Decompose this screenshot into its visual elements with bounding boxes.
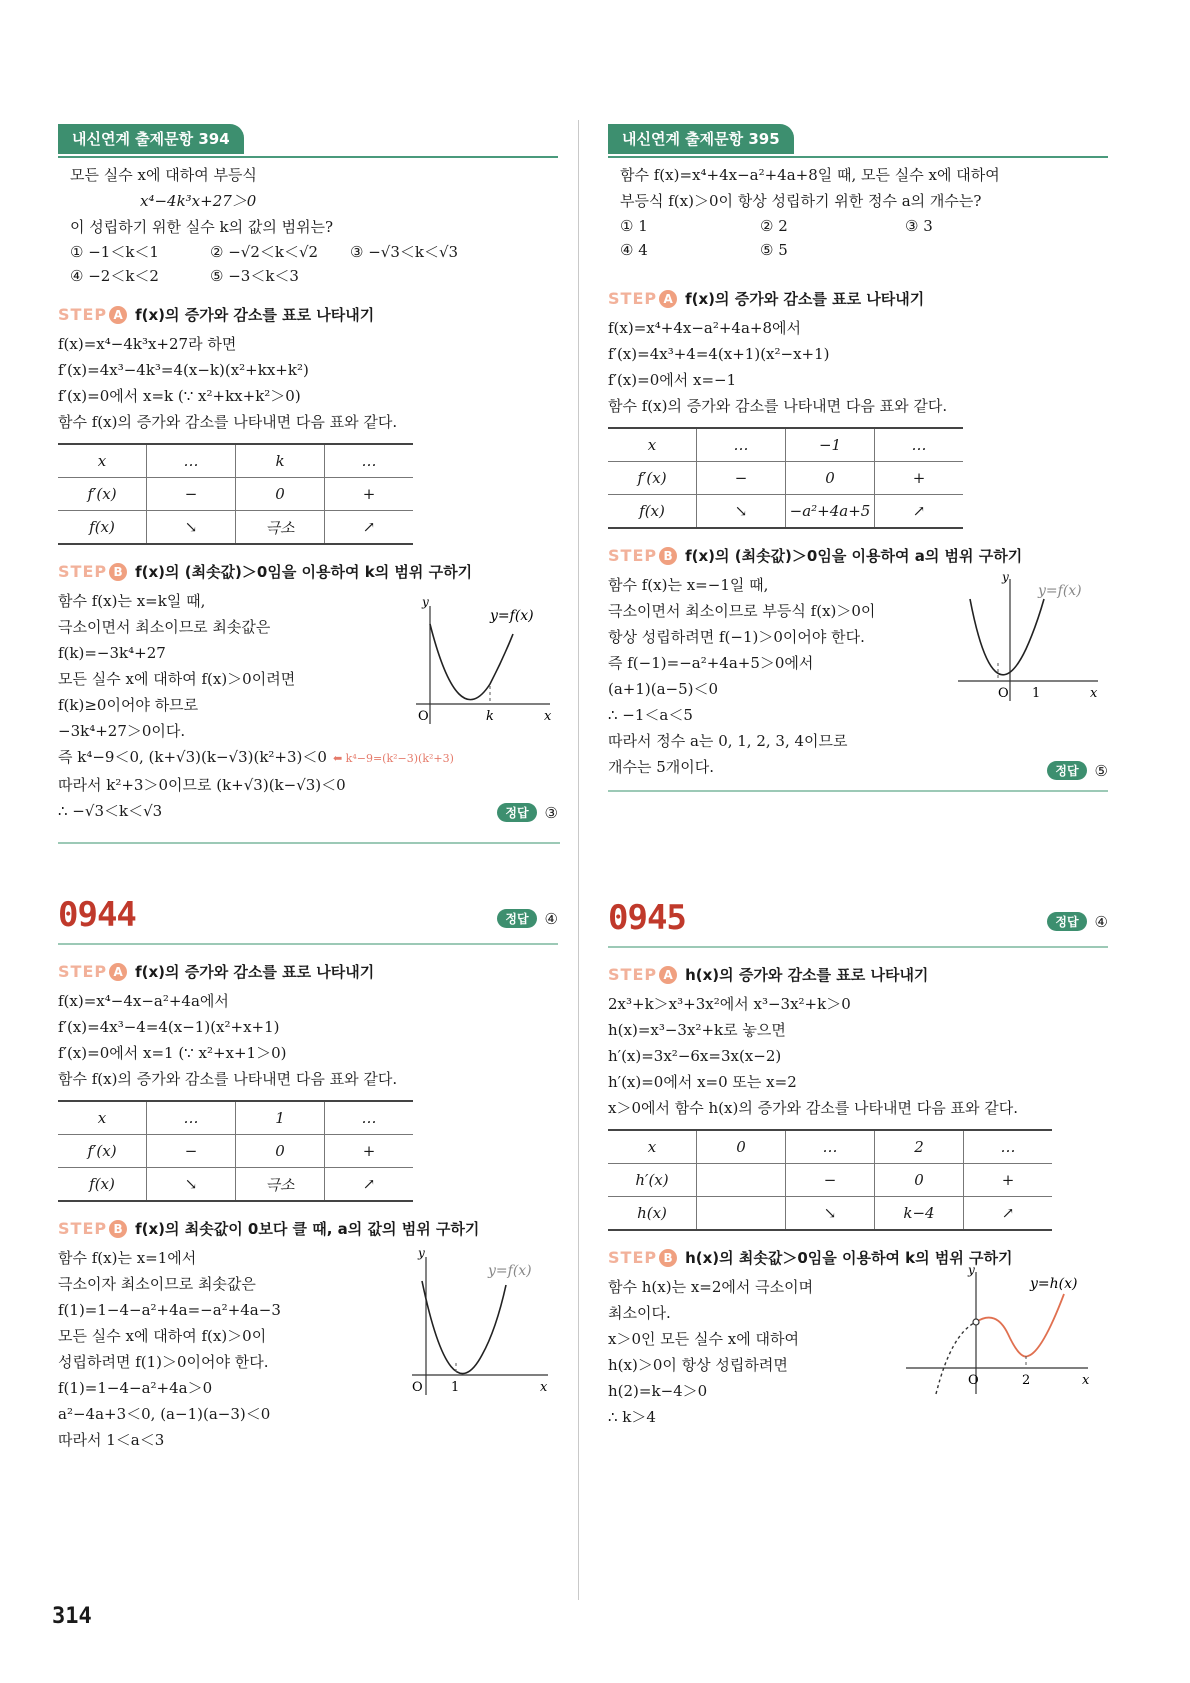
- table-cell: …: [147, 444, 236, 478]
- table-cell: f(x): [608, 495, 697, 529]
- table-row: [608, 1130, 1052, 1164]
- graph-395: [948, 569, 1108, 709]
- table-row: [58, 444, 413, 478]
- y-label: y: [422, 595, 429, 609]
- sign-table: [58, 443, 413, 545]
- step-badge: STEP: [58, 562, 108, 581]
- step-number-icon: B: [659, 1249, 677, 1267]
- step-badge: STEP: [58, 305, 108, 324]
- step-a-title: [58, 304, 558, 325]
- table-cell: ↗: [325, 1168, 414, 1202]
- step-b-title: [608, 545, 1108, 566]
- step-badge: STEP: [608, 546, 658, 565]
- problem-number: 0944: [58, 895, 136, 935]
- table-cell: …: [147, 1101, 236, 1135]
- table-cell: −: [147, 1135, 236, 1168]
- solution-line: 함수 f(x)의 증가와 감소를 나타내면 다음 표와 같다.: [608, 397, 948, 415]
- step-a-text: h(x)의 증가와 감소를 표로 나타내기: [685, 966, 929, 984]
- solution-line: f(k)=−3k⁴+27: [58, 644, 166, 662]
- choices: [620, 214, 1108, 262]
- solution-line: f′(x)=0에서 x=−1: [608, 371, 737, 389]
- solution-line: a²−4a+3＜0, (a−1)(a−3)＜0: [58, 1405, 271, 1423]
- problem-395: [608, 124, 1108, 780]
- table-cell: 2: [875, 1130, 964, 1164]
- step-a-text: f(x)의 증가와 감소를 표로 나타내기: [135, 963, 375, 981]
- solution-line: f(x)=x⁴−4x−a²+4a에서: [58, 992, 229, 1010]
- step-badge: STEP: [58, 1219, 108, 1238]
- step-number-icon: A: [109, 963, 127, 981]
- step-a-text: f(x)의 증가와 감소를 표로 나타내기: [135, 306, 375, 324]
- answer-value: ④: [1094, 912, 1108, 931]
- origin-label: O: [418, 709, 429, 724]
- table-cell: +: [325, 478, 414, 511]
- curve: [422, 1281, 506, 1374]
- table-cell: 0: [786, 462, 875, 495]
- problem-0944: [58, 895, 558, 1453]
- solution-line: f(x)=x⁴+4x−a²+4a+8에서: [608, 319, 801, 337]
- table-cell: f(x): [58, 511, 147, 545]
- table-cell: −: [697, 462, 786, 495]
- solution-line: f(k)≥0이어야 하므로: [58, 696, 199, 714]
- table-cell: …: [875, 428, 964, 462]
- choice-1: ① −1＜k＜1: [70, 243, 159, 261]
- section-divider: [608, 790, 1108, 792]
- curve-label: y=f(x): [490, 608, 534, 624]
- step-number-icon: A: [109, 306, 127, 324]
- answer: [1047, 912, 1108, 931]
- solution-line: 함수 f(x)는 x=1에서: [58, 1249, 197, 1267]
- solution-line: f′(x)=0에서 x=k (∵ x²+kx+k²＞0): [58, 387, 301, 405]
- table-row: [58, 478, 413, 511]
- problem-394-header-tag: 내신연계 출제문항 394: [58, 124, 244, 154]
- step-badge: STEP: [608, 965, 658, 984]
- table-cell: 0: [697, 1130, 786, 1164]
- table-row: [58, 1101, 413, 1135]
- solution-line: 즉 f(−1)=−a²+4a+5＞0에서: [608, 654, 814, 672]
- sign-table: [58, 1100, 413, 1202]
- solution-line: 함수 h(x)는 x=2에서 극소이며: [608, 1278, 814, 1296]
- answer-value: ④: [544, 909, 558, 928]
- step-b-title: [58, 1218, 558, 1239]
- table-cell: +: [964, 1164, 1053, 1197]
- solution-line: 함수 f(x)의 증가와 감소를 나타내면 다음 표와 같다.: [58, 1070, 398, 1088]
- step-b-text: h(x)의 최솟값＞0임을 이용하여 k의 범위 구하기: [685, 1249, 1013, 1267]
- solution-text: 즉 k⁴−9＜0, (k+√3)(k−√3)(k²+3)＜0: [58, 748, 327, 766]
- table-row: [58, 511, 413, 545]
- solution-line: −3k⁴+27＞0이다.: [58, 722, 186, 740]
- problem-395-header-tag: 내신연계 출제문항 395: [608, 124, 794, 154]
- problem-0945-header: [608, 898, 1108, 948]
- answer-value: ⑤: [1094, 761, 1108, 780]
- solution-line: 개수는 5개이다.: [608, 758, 715, 776]
- table-cell: …: [786, 1130, 875, 1164]
- table-cell: …: [325, 444, 414, 478]
- y-label: y: [968, 1264, 975, 1277]
- step-badge: STEP: [608, 289, 658, 308]
- problem-394: [58, 124, 558, 824]
- choice-5: ⑤ −3＜k＜3: [210, 267, 299, 285]
- question-inequality: x⁴−4k³x+27＞0: [140, 192, 257, 210]
- problem-0944-header: [58, 895, 558, 945]
- curve: [430, 624, 513, 700]
- solution-line: f(1)=1−4−a²+4a=−a²+4a−3: [58, 1301, 281, 1319]
- solution-line: h′(x)=3x²−6x=3x(x−2): [608, 1047, 782, 1065]
- y-label: y: [418, 1246, 425, 1260]
- solution-line: ∴ k＞4: [608, 1408, 656, 1426]
- table-cell: f′(x): [58, 1135, 147, 1168]
- table-cell: 1: [236, 1101, 325, 1135]
- table-cell: −1: [786, 428, 875, 462]
- table-cell: k: [236, 444, 325, 478]
- sign-table: [608, 1129, 1052, 1231]
- step-number-icon: A: [659, 966, 677, 984]
- page-number: 314: [52, 1604, 92, 1629]
- answer: [1047, 761, 1108, 780]
- table-cell: x: [608, 428, 697, 462]
- one-label: 1: [1032, 686, 1041, 701]
- table-cell: ↗: [875, 495, 964, 529]
- answer: [497, 803, 558, 822]
- question-line: 이 성립하기 위한 실수 k의 값의 범위는?: [70, 218, 334, 236]
- table-cell: …: [697, 428, 786, 462]
- solution-line: 2x³+k＞x³+3x²에서 x³−3x²+k＞0: [608, 995, 851, 1013]
- solution-line: [58, 744, 558, 772]
- solution-line: f(x)=x⁴−4k³x+27라 하면: [58, 335, 237, 353]
- step-a-text: f(x)의 증가와 감소를 표로 나타내기: [685, 290, 925, 308]
- solution-line: f′(x)=0에서 x=1 (∵ x²+x+1＞0): [58, 1044, 287, 1062]
- graph-0944: [406, 1245, 556, 1405]
- table-cell: 0: [236, 478, 325, 511]
- solution-line: ∴ −1＜a＜5: [608, 706, 693, 724]
- table-cell: −: [786, 1164, 875, 1197]
- solution-line: 최소이다.: [608, 1304, 671, 1322]
- two-label: 2: [1022, 1373, 1031, 1388]
- table-cell: [697, 1197, 786, 1231]
- step-number-icon: B: [659, 547, 677, 565]
- graph-394: [408, 594, 558, 734]
- solution-line: 따라서 k²+3＞0이므로 (k+√3)(k−√3)＜0: [58, 776, 346, 794]
- table-cell: ↗: [325, 511, 414, 545]
- answer-label: 정답: [497, 909, 536, 928]
- step-b-title: [58, 561, 558, 582]
- solution-line: 모든 실수 x에 대하여 f(x)＞0이려면: [58, 670, 296, 688]
- choice-2: ② −√2＜k＜√2: [210, 243, 319, 261]
- one-label: 1: [451, 1380, 460, 1395]
- problem-0945: [608, 898, 1108, 1430]
- factor-hint: ⬅ k⁴−9=(k²−3)(k²+3): [332, 752, 454, 765]
- table-cell: −a²+4a+5: [786, 495, 875, 529]
- table-cell: x: [58, 444, 147, 478]
- choice-2: ② 2: [760, 217, 788, 235]
- step-a-title: [58, 961, 558, 982]
- table-cell: +: [325, 1135, 414, 1168]
- solution-line: 함수 f(x)는 x=−1일 때,: [608, 576, 769, 594]
- solution-line: ∴ −√3＜k＜√3: [58, 802, 163, 820]
- question-line: 모든 실수 x에 대하여 부등식: [70, 166, 257, 184]
- solution-line: h(x)=x³−3x²+k로 놓으면: [608, 1021, 786, 1039]
- choice-5: ⑤ 5: [760, 241, 788, 259]
- table-row: [608, 495, 963, 529]
- answer-label: 정답: [1047, 761, 1086, 780]
- solution-line: 항상 성립하려면 f(−1)＞0이어야 한다.: [608, 628, 865, 646]
- open-point: [973, 1319, 979, 1325]
- x-label: x: [1090, 686, 1098, 701]
- table-cell: f′(x): [608, 462, 697, 495]
- choice-3: ③ −√3＜k＜√3: [350, 243, 459, 261]
- origin-label: O: [968, 1373, 979, 1388]
- step-a-title: [608, 964, 1108, 985]
- answer-label: 정답: [497, 803, 536, 822]
- table-row: [608, 1164, 1052, 1197]
- solution-line: 극소이면서 최소이므로 부등식 f(x)＞0이: [608, 602, 876, 620]
- solution-line: 따라서 정수 a는 0, 1, 2, 3, 4이므로: [608, 732, 848, 750]
- table-cell: h′(x): [608, 1164, 697, 1197]
- table-cell: ↘: [147, 511, 236, 545]
- problem-number: 0945: [608, 898, 686, 938]
- section-divider: [58, 842, 560, 844]
- table-cell: ↘: [786, 1197, 875, 1231]
- k-label: k: [486, 709, 494, 724]
- table-cell: −: [147, 478, 236, 511]
- table-cell: …: [325, 1101, 414, 1135]
- table-cell: f′(x): [58, 478, 147, 511]
- step-b-text: f(x)의 (최솟값)＞0임을 이용하여 a의 범위 구하기: [685, 547, 1023, 565]
- step-badge: STEP: [58, 962, 108, 981]
- solution-line: 함수 f(x)의 증가와 감소를 나타내면 다음 표와 같다.: [58, 413, 398, 431]
- step-number-icon: B: [109, 563, 127, 581]
- solution-line: x＞0인 모든 실수 x에 대하여: [608, 1330, 799, 1348]
- step-a-title: [608, 288, 1108, 309]
- table-cell: …: [964, 1130, 1053, 1164]
- solution-line: (a+1)(a−5)＜0: [608, 680, 719, 698]
- table-cell: ↘: [147, 1168, 236, 1202]
- answer-value: ③: [544, 803, 558, 822]
- table-cell: 극소: [236, 511, 325, 545]
- solution-line: f′(x)=4x³−4k³=4(x−k)(x²+kx+k²): [58, 361, 309, 379]
- table-cell: h(x): [608, 1197, 697, 1231]
- step-number-icon: A: [659, 290, 677, 308]
- step-b-text: f(x)의 최솟값이 0보다 클 때, a의 값의 범위 구하기: [135, 1220, 480, 1238]
- solution-line: 성립하려면 f(1)＞0이어야 한다.: [58, 1353, 269, 1371]
- curve-label: y=f(x): [488, 1263, 532, 1279]
- table-cell: 극소: [236, 1168, 325, 1202]
- choices: [70, 240, 558, 288]
- table-cell: 0: [875, 1164, 964, 1197]
- solution-line: h(2)=k−4＞0: [608, 1382, 708, 1400]
- table-cell: x: [608, 1130, 697, 1164]
- choice-4: ④ 4: [620, 241, 648, 259]
- origin-label: O: [998, 686, 1009, 701]
- curve-label: y=h(x): [1030, 1276, 1078, 1292]
- table-cell: [697, 1164, 786, 1197]
- table-row: [58, 1135, 413, 1168]
- curve-label: y=f(x): [1038, 583, 1082, 599]
- choice-4: ④ −2＜k＜2: [70, 267, 159, 285]
- question-line: 부등식 f(x)＞0이 항상 성립하기 위한 정수 a의 개수는?: [620, 192, 982, 210]
- step-number-icon: B: [109, 1220, 127, 1238]
- x-label: x: [540, 1380, 548, 1395]
- table-cell: x: [58, 1101, 147, 1135]
- table-cell: ↗: [964, 1197, 1053, 1231]
- curve: [976, 1294, 1064, 1357]
- choice-3: ③ 3: [905, 217, 933, 235]
- x-label: x: [1082, 1373, 1090, 1388]
- answer: [497, 909, 558, 928]
- question-line: 함수 f(x)=x⁴+4x−a²+4a+8일 때, 모든 실수 x에 대하여: [620, 166, 1000, 184]
- y-label: y: [1002, 570, 1009, 584]
- solution-line: f′(x)=4x³−4=4(x−1)(x²+x+1): [58, 1018, 280, 1036]
- table-cell: +: [875, 462, 964, 495]
- answer-label: 정답: [1047, 912, 1086, 931]
- table-cell: 0: [236, 1135, 325, 1168]
- problem-394-header: [58, 124, 558, 158]
- solution-line: 모든 실수 x에 대하여 f(x)＞0이: [58, 1327, 267, 1345]
- sign-table: [608, 427, 963, 529]
- solution-line: 극소이자 최소이므로 최솟값은: [58, 1275, 256, 1293]
- graph-0945: [896, 1264, 1096, 1404]
- solution-line: h(x)＞0이 항상 성립하려면: [608, 1356, 788, 1374]
- solution-line: x＞0에서 함수 h(x)의 증가와 감소를 나타내면 다음 표와 같다.: [608, 1099, 1019, 1117]
- table-row: [58, 1168, 413, 1202]
- origin-label: O: [412, 1380, 423, 1395]
- curve: [970, 599, 1044, 675]
- x-label: x: [544, 709, 552, 724]
- step-badge: STEP: [608, 1248, 658, 1267]
- table-cell: f(x): [58, 1168, 147, 1202]
- table-row: [608, 462, 963, 495]
- table-cell: ↘: [697, 495, 786, 529]
- problem-395-header: [608, 124, 1108, 158]
- column-divider: [578, 120, 579, 1600]
- table-row: [608, 1197, 1052, 1231]
- step-b-text: f(x)의 (최솟값)＞0임을 이용하여 k의 범위 구하기: [135, 563, 473, 581]
- table-cell: k−4: [875, 1197, 964, 1231]
- solution-line: 극소이면서 최소이므로 최솟값은: [58, 618, 271, 636]
- table-row: [608, 428, 963, 462]
- choice-1: ① 1: [620, 217, 648, 235]
- solution-line: 함수 f(x)는 x=k일 때,: [58, 592, 206, 610]
- solution-line: f′(x)=4x³+4=4(x+1)(x²−x+1): [608, 345, 830, 363]
- solution-line: f(1)=1−4−a²+4a＞0: [58, 1379, 213, 1397]
- solution-line: 따라서 1＜a＜3: [58, 1431, 165, 1449]
- solution-line: h′(x)=0에서 x=0 또는 x=2: [608, 1073, 797, 1091]
